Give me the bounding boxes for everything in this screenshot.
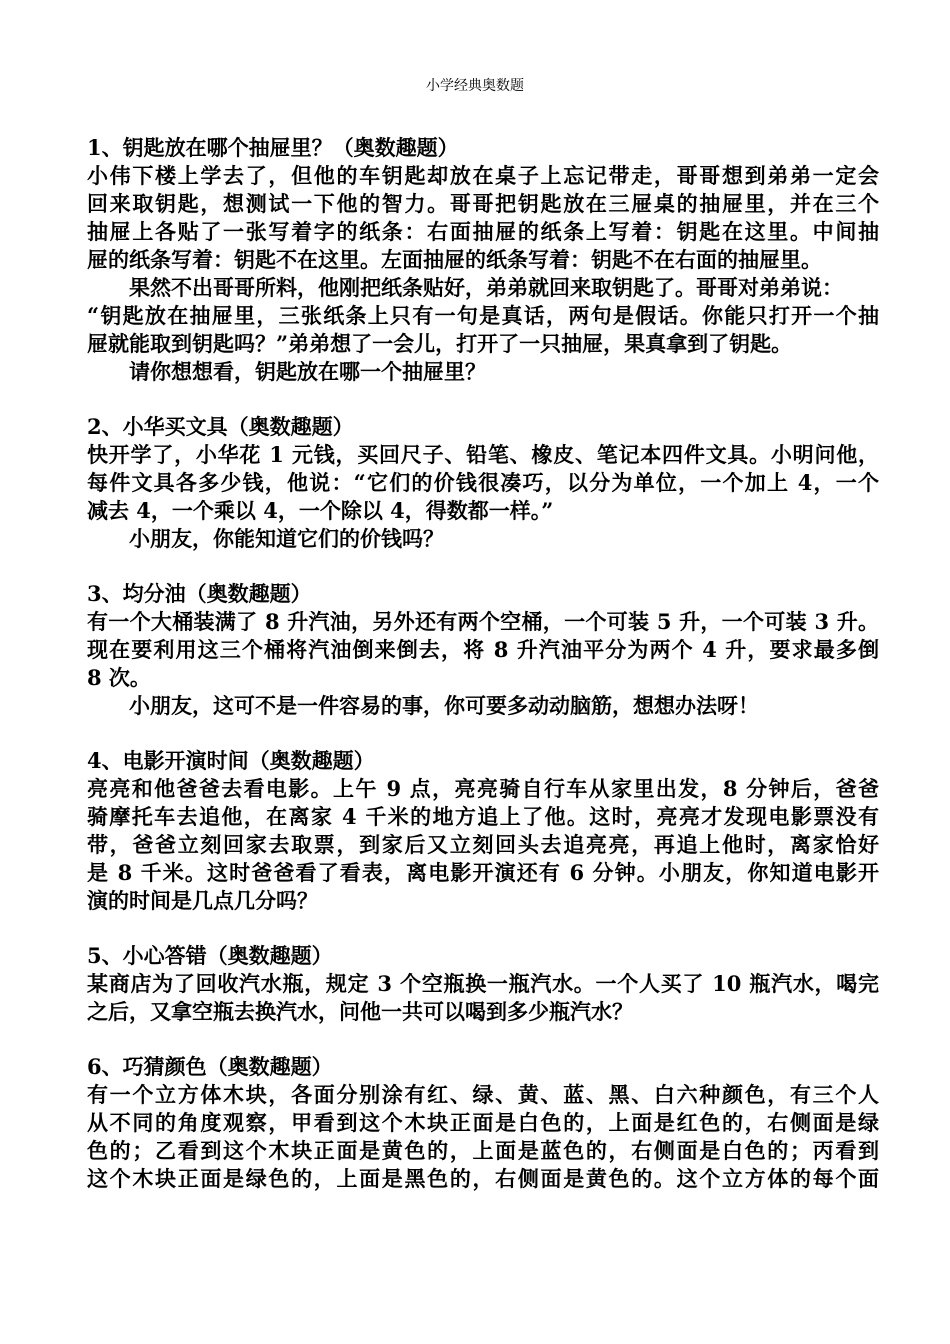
problem-text-line: “钥匙放在抽屉里，三张纸条上只有一句是真话，两句是假话。你能只打开一个抽: [87, 303, 879, 328]
problem-text-line: 这个木块正面是绿色的，上面是黑色的，右侧面是黄色的。这个立方体的每个面: [87, 1166, 879, 1191]
problem-1: [87, 134, 879, 386]
problem-title: 6、巧猜颜色（奥数趣题）: [87, 1054, 333, 1079]
problem-text-line: 亮亮和他爸爸去看电影。上午 9 点，亮亮骑自行车从家里出发，8 分钟后，爸爸: [87, 776, 879, 801]
problem-title: 2、小华买文具（奥数趣题）: [87, 414, 354, 439]
problem-text-line: 回来取钥匙，想测试一下他的智力。哥哥把钥匙放在三屉桌的抽屉里，并在三个: [87, 191, 879, 216]
problem-text-line: 屉就能取到钥匙吗？”弟弟想了一会儿，打开了一只抽屉，果真拿到了钥匙。: [87, 331, 793, 356]
problem-5: [87, 942, 879, 1026]
problem-text-line: 每件文具各多少钱，他说：“它们的价钱很凑巧，以分为单位，一个加上 4，一个: [87, 470, 879, 495]
problem-text-line: 是 8 千米。这时爸爸看了看表，离电影开演还有 6 分钟。小朋友，你知道电影开: [87, 860, 879, 885]
problem-text-line: 小伟下楼上学去了，但他的车钥匙却放在桌子上忘记带走，哥哥想到弟弟一定会: [87, 163, 879, 188]
problem-title: 1、钥匙放在哪个抽屉里？（奥数趣题）: [87, 135, 459, 160]
problem-text-line: 有一个大桶装满了 8 升汽油，另外还有两个空桶，一个可装 5 升，一个可装 3 升。: [87, 609, 879, 634]
problem-question: 演的时间是几点几分吗？: [87, 888, 318, 913]
problem-text-line: 屉的纸条写着：钥匙不在这里。左面抽屉的纸条写着：钥匙不在右面的抽屉里。: [87, 247, 822, 272]
document-body: [87, 134, 879, 1220]
problem-text-line: 8 次。: [87, 665, 151, 690]
problem-text-line: 减去 4，一个乘以 4，一个除以 4，得数都一样。”: [87, 498, 554, 523]
problem-text-line: 色的；乙看到这个木块正面是黄色的，上面是蓝色的，右侧面是白色的；丙看到: [87, 1138, 879, 1163]
problem-4: [87, 747, 879, 915]
problem-title: 3、均分油（奥数趣题）: [87, 581, 312, 606]
problem-text-line: 果然不出哥哥所料，他刚把纸条贴好，弟弟就回来取钥匙了。哥哥对弟弟说：: [129, 275, 843, 300]
problem-text-line: 从不同的角度观察，甲看到这个木块正面是白色的，上面是红色的，右侧面是绿: [87, 1110, 879, 1135]
problem-text-line: 带，爸爸立刻回家去取票，到家后又立刻回头去追亮亮，再追上他时，离家恰好: [87, 832, 879, 857]
problem-question: 请你想想看，钥匙放在哪一个抽屉里？: [129, 359, 486, 384]
problem-3: [87, 580, 879, 720]
problem-text-line: 现在要利用这三个桶将汽油倒来倒去，将 8 升汽油平分为两个 4 升，要求最多倒: [87, 637, 879, 662]
problem-6: [87, 1053, 879, 1193]
problem-text-line: 骑摩托车去追他，在离家 4 千米的地方追上了他。这时，亮亮才发现电影票没有: [87, 804, 879, 829]
problem-question: 之后，又拿空瓶去换汽水，问他一共可以喝到多少瓶汽水？: [87, 999, 633, 1024]
problem-text-line: 抽屉上各贴了一张写着字的纸条：右面抽屉的纸条上写着：钥匙在这里。中间抽: [87, 219, 879, 244]
problem-title: 5、小心答错（奥数趣题）: [87, 943, 333, 968]
problem-text-line: 有一个立方体木块，各面分别涂有红、绿、黄、蓝、黑、白六种颜色，有三个人: [87, 1082, 879, 1107]
problem-question: 小朋友，这可不是一件容易的事，你可要多动动脑筋，想想办法呀！: [129, 693, 759, 718]
problem-title: 4、电影开演时间（奥数趣题）: [87, 748, 375, 773]
problem-2: [87, 413, 879, 553]
problem-text-line: 快开学了，小华花 1 元钱，买回尺子、铅笔、橡皮、笔记本四件文具。小明问他，: [87, 442, 879, 467]
problem-question: 小朋友，你能知道它们的价钱吗？: [129, 526, 444, 551]
problem-text-line: 某商店为了回收汽水瓶，规定 3 个空瓶换一瓶汽水。一个人买了 10 瓶汽水，喝完: [87, 971, 879, 996]
page-header: 小学经典奥数题: [426, 78, 524, 94]
